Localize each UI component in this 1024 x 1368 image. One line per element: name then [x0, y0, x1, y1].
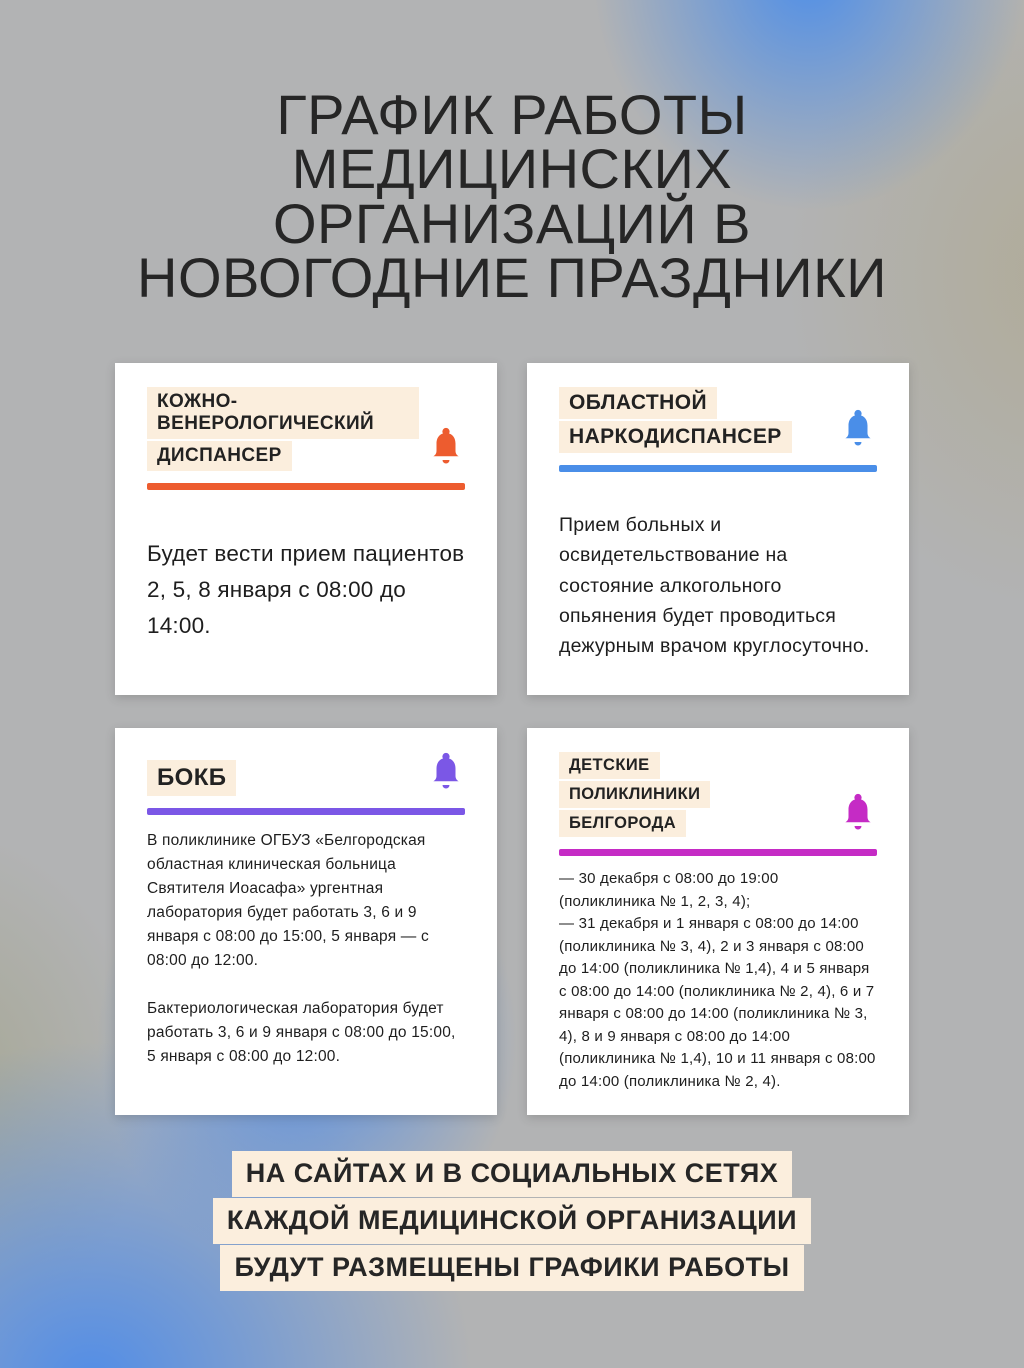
accent-divider: [147, 808, 465, 815]
card-title: [559, 387, 792, 453]
card-title-line: НАРКОДИСПАНСЕР: [559, 421, 792, 453]
card-title-line: ДЕТСКИЕ: [559, 752, 660, 779]
bell-icon: [839, 409, 877, 451]
bell-icon: [427, 752, 465, 794]
card-body: [559, 868, 877, 1093]
page-title-line: МЕДИЦИНСКИХ: [291, 137, 733, 201]
bell-icon: [427, 427, 465, 469]
card-body: [147, 829, 465, 1069]
page-title-line: ОРГАНИЗАЦИЙ В: [272, 191, 752, 255]
card-title-line: ПОЛИКЛИНИКИ: [559, 781, 710, 808]
page-title-line: ГРАФИК РАБОТЫ: [276, 83, 748, 146]
footer-line: [0, 1198, 1024, 1244]
card-paragraph: Прием больных и освидетельствование на состояние алкогольного опьянения будет проводиться дежурным врачом круглосуточно.: [559, 514, 870, 658]
page-title-line: НОВОГОДНИЕ ПРАЗДНИКИ: [137, 245, 887, 309]
accent-divider: [147, 483, 465, 490]
card-title-line: БОКБ: [147, 760, 236, 796]
card-title: [147, 760, 236, 796]
accent-divider: [559, 849, 877, 856]
card-title: [559, 752, 710, 837]
card-title-line: КОЖНО-ВЕНЕРОЛОГИЧЕСКИЙ: [147, 387, 419, 439]
card-header: [147, 387, 465, 471]
footer-line-text: КАЖДОЙ МЕДИЦИНСКОЙ ОРГАНИЗАЦИИ: [213, 1198, 811, 1244]
card-title-line: ОБЛАСТНОЙ: [559, 387, 717, 419]
card-paragraph: Бактериологическая лаборатория будет работать 3, 6 и 9 января с 08:00 до 15:00, 5 января с 08:00 до 12:00.: [147, 1000, 456, 1066]
card-title: [147, 387, 419, 471]
card-header: [147, 752, 465, 796]
card-body: [147, 536, 465, 644]
card-paragraph: Будет вести прием пациентов 2, 5, 8 января с 08:00 до 14:00.: [147, 541, 465, 639]
footer-line: [0, 1245, 1024, 1291]
footer-note: [0, 1151, 1024, 1290]
cards-grid: [115, 363, 909, 1115]
footer-line-text: НА САЙТАХ И В СОЦИАЛЬНЫХ СЕТЯХ: [232, 1151, 793, 1197]
page-title: [0, 83, 1024, 309]
card-title-line: БЕЛГОРОДА: [559, 810, 686, 837]
card-header: [559, 752, 877, 837]
card-children-polyclinics: [527, 728, 909, 1115]
footer-line-text: БУДУТ РАЗМЕЩЕНЫ ГРАФИКИ РАБОТЫ: [220, 1245, 803, 1291]
bell-icon: [839, 793, 877, 835]
card-paragraph: В поликлинике ОГБУЗ «Белгородская областная клиническая больница Святителя Иоасафа» ургентная лаборатория будет работать 3, 6 и 9 января с 08:00 до 15:00, 5 января — с 08:00 до 12:00.: [147, 832, 429, 970]
poster: [0, 83, 1024, 1368]
card-paragraph: — 31 декабря и 1 января с 08:00 до 14:00 (поликлиника № 3, 4), 2 и 3 января с 08:00 до 14:00 (поликлиника № 1,4), 4 и 5 января с 08:00 до 14:00 (поликлиника № 2, 4), 6 и 7 января с 08:00 до 14:00 (поликлиника № 3, 4), 8 и 9 января с 08:00 до 14:00 (поликлиника № 1,4), 10 и 11 января с 08:00 до 14:00 (поликлиника № 2, 4).: [559, 915, 876, 1090]
card-paragraph: — 30 декабря с 08:00 до 19:00 (поликлиника № 1, 2, 3, 4);: [559, 870, 779, 910]
card-title-line: ДИСПАНСЕР: [147, 441, 292, 471]
card-narco-dispensary: [527, 363, 909, 695]
accent-divider: [559, 465, 877, 472]
card-bokb: [115, 728, 497, 1115]
card-skin-dispensary: [115, 363, 497, 695]
footer-line: [0, 1151, 1024, 1197]
card-body: [559, 510, 877, 661]
card-header: [559, 387, 877, 453]
